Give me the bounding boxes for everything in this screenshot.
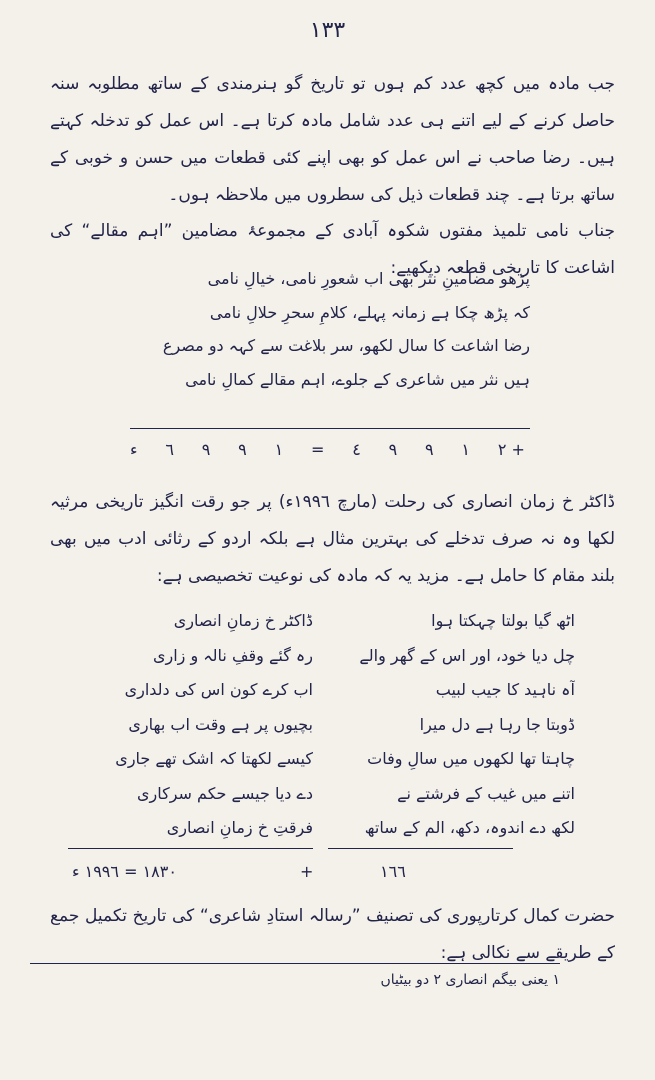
equation-term: ٢ + xyxy=(497,440,525,459)
paragraph-tadakhla-intro: جب مادہ میں کچھ عدد کم ہوں تو تاریخ گو ہنرمندی کے ساتھ مطلوبہ سنہ حاصل کرنے کے لیے اتنے ہی عدد شامل مادہ کرتا ہے۔ اس عمل کو تدخلہ کہتے ہیں۔ رضا صاحب نے اس عمل کو بھی اپنے کئی قطعات میں حسن و خوبی کے ساتھ برتا ہے۔ چند قطعات ذیل کی سطروں میں ملاحظہ ہوں۔ xyxy=(50,74,615,205)
plus-sign: + xyxy=(300,862,314,881)
equation-term: ٤ xyxy=(352,440,361,459)
verse: چاہتا تھا لکھوں میں سالِ وفات xyxy=(367,749,575,768)
verse: ڈاکٹر خ زمانِ انصاری xyxy=(173,611,313,630)
verse: رضا اشاعت کا سال لکھو، سر بلاغت سے کہہ دو مصرع xyxy=(162,336,530,355)
paragraph-nami-intro: جناب نامی تلمیذ مفتوں شکوہ آبادی کے مجموعۂ مضامین ”اہم مقالے“ کی اشاعت کا تاریخی قطعہ دیکھیے: xyxy=(50,221,615,278)
equation-term: ء xyxy=(130,440,138,459)
verse: اٹھ گیا بولتا چہکتا ہوا xyxy=(431,611,575,630)
verse: پڑھو مضامینِ نثر بھی اب شعورِ نامی، خیالِ نامی xyxy=(207,269,530,288)
verse: رہ گئے وقفِ نالہ و زاری xyxy=(152,645,313,665)
left-column-underline xyxy=(68,848,313,849)
elegy-right-column xyxy=(330,604,575,846)
paragraph-kamal-intro: حضرت کمال کرتارپوری کی تصنیف ”رسالہ استادِ شاعری“ کی تاریخ تکمیل جمع کے طریقے سے نکالی ہے: xyxy=(50,906,615,963)
verse: دے دیا جیسے حکم سرکاری xyxy=(136,783,313,803)
verse: اب کرے کون اس کی دلداری xyxy=(124,680,313,699)
footnote: ١ یعنی بیگم انصاری ٢ دو بیٹیاں xyxy=(380,972,560,988)
equation-term: ٩ xyxy=(388,440,398,459)
verse: آہ ناہید کا جیب لبیب xyxy=(435,680,575,699)
verse: بچیوں پر ہے وقت اب بھاری xyxy=(128,714,313,734)
page-number: ١٣٣ xyxy=(309,18,346,43)
qita-ahm-maqale xyxy=(135,262,530,396)
paragraph-elegy-intro: ڈاکٹر خ زمان انصاری کی رحلت (مارچ ١٩٩٦ء) پر جو رقت انگیز تاریخی مرثیہ لکھا وہ نہ صرف تدخلے کی بہترین مثال ہے بلکہ اردو کے رثائی ادب میں بھی بلند مقام کا حامل ہے۔ مزید یہ کہ مادہ کی نوعیت تخصیصی ہے: xyxy=(50,492,615,586)
equation-term: = xyxy=(310,440,325,459)
right-column-underline xyxy=(328,848,513,849)
verse: لکھ دے اندوہ، دکھ، الم کے ساتھ xyxy=(364,818,575,837)
verse: چل دیا خود، اور اس کے گھر والے xyxy=(359,645,575,665)
footnote-separator xyxy=(30,963,560,964)
verse: فرقتِ خ زمانِ انصاری xyxy=(166,818,313,837)
verse: کیسے لکھتا کہ اشک تھے جاری xyxy=(115,749,313,768)
equation-term: ٩ xyxy=(201,440,211,459)
equation-term: ٩ xyxy=(425,440,434,459)
chronogram-equation xyxy=(130,440,525,459)
equation-term: ٦ xyxy=(165,440,174,459)
equation-term: ١ xyxy=(461,440,470,459)
right-column-total: ١٦٦ xyxy=(380,862,406,881)
elegy-left-column xyxy=(68,604,313,846)
verse: ڈوبتا جا رہا ہے دل میرا xyxy=(419,714,575,734)
verse: اتنے میں غیب کے فرشتے نے xyxy=(397,783,575,803)
equation-term: ٩ xyxy=(238,440,247,459)
equation-term: ١ xyxy=(274,440,284,459)
verse: ہیں نثر میں شاعری کے جلوے، اہم مقالے کمالِ نامی xyxy=(185,369,530,389)
poem-underline xyxy=(130,428,530,429)
left-column-equation: ١٨٣٠ = ١٩٩٦ ء xyxy=(72,862,177,881)
verse: کہ پڑھ چکا ہے زمانہ پہلے، کلامِ سحرِ حلالِ نامی xyxy=(209,302,530,322)
